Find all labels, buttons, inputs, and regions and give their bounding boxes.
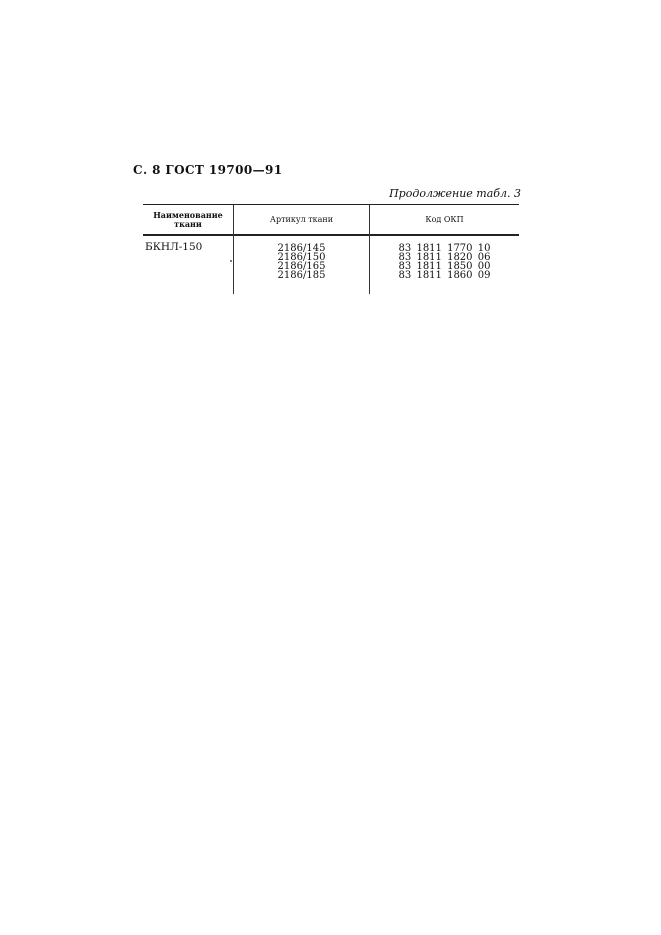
code-cell: 83 1811 1850 00 — [398, 261, 491, 272]
code-cell: 83 1811 1770 10 — [398, 243, 491, 254]
header-fabric-article: Артикул ткани — [269, 215, 334, 224]
header-okp-code: Код ОКП — [425, 215, 464, 224]
article-cell: 2186/150 — [277, 252, 326, 263]
article-column — [234, 244, 369, 280]
table-continuation-label: Продолжение табл. 3 — [389, 187, 521, 200]
header-fabric-name: Наименование ткани — [153, 209, 223, 229]
page-header: С. 8 ГОСТ 19700—91 — [133, 163, 283, 177]
fabric-name-cell: БКНЛ-150 — [145, 241, 203, 253]
code-column — [370, 244, 519, 280]
scan-speck — [230, 260, 232, 262]
article-cell: 2186/145 — [277, 243, 326, 254]
table-header-rule — [143, 234, 519, 236]
article-cell: 2186/185 — [277, 270, 326, 281]
code-cell: 83 1811 1860 09 — [398, 270, 491, 281]
code-cell: 83 1811 1820 06 — [398, 252, 491, 263]
data-table — [143, 204, 519, 294]
article-cell: 2186/165 — [277, 261, 326, 272]
